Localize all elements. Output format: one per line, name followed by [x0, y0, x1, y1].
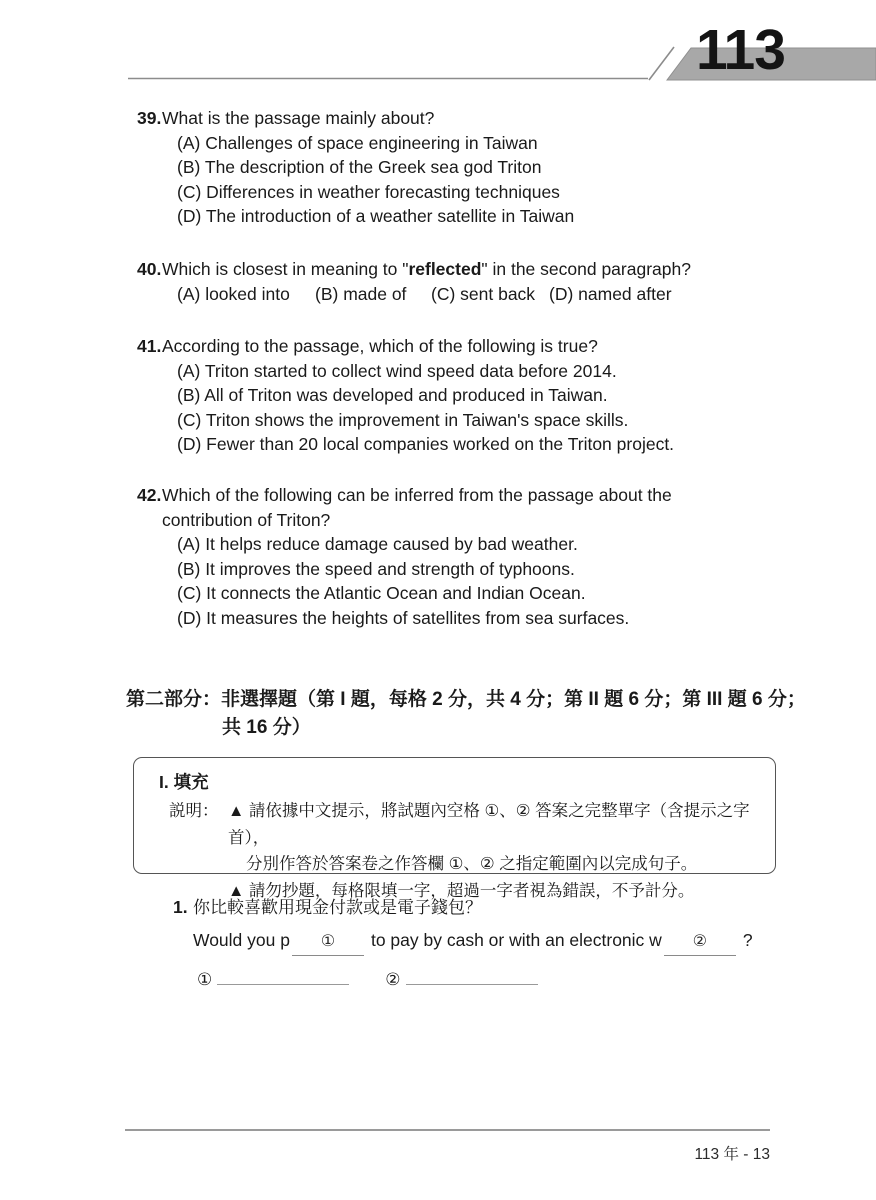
option-b: (B) All of Triton was developed and produced in Taiwan. — [177, 385, 608, 406]
options-list — [177, 131, 574, 229]
instruction — [169, 798, 775, 904]
fill-in-question-1 — [173, 896, 753, 991]
question-number: 40. — [137, 259, 162, 279]
option-d: (D) Fewer than 20 local companies worked on the Triton project. — [177, 434, 675, 455]
blank-2[interactable]: ② — [664, 929, 736, 956]
answer-line-2[interactable] — [406, 969, 538, 985]
question-39 — [137, 106, 574, 229]
option-a: (A) It helps reduce damage caused by bad weather. — [177, 534, 578, 555]
option-c: (C) Triton shows the improvement in Taiwan's space skills. — [177, 409, 629, 430]
sentence-part: ? — [742, 930, 753, 950]
option-d: (D) named after — [549, 283, 672, 304]
question-text: What is the passage mainly about? — [162, 108, 435, 128]
english-sentence — [193, 927, 753, 956]
option-b: (B) The description of the Greek sea god Triton — [177, 157, 542, 178]
option-c: (C) It connects the Atlantic Ocean and Indian Ocean. — [177, 583, 586, 604]
option-a: (A) looked into — [177, 283, 290, 304]
question-40 — [137, 257, 691, 306]
fill-in-section-title: I. 填充 — [159, 772, 209, 792]
question-number: 41. — [137, 336, 162, 356]
fill-in-instruction-box — [133, 757, 776, 900]
sentence-part: Would you p — [193, 930, 290, 950]
footer-rule — [125, 1129, 770, 1131]
instruction-label: 説明： — [169, 802, 219, 820]
options-list — [177, 532, 740, 630]
option-b: (B) It improves the speed and strength of typhoons. — [177, 558, 575, 579]
option-d: (D) The introduction of a weather satellite in Taiwan — [177, 206, 575, 227]
option-a: (A) Triton started to collect wind speed data before 2014. — [177, 360, 617, 381]
option-c: (C) sent back — [431, 283, 536, 304]
question-number: 39. — [137, 108, 162, 128]
answer-label-2: ② — [385, 970, 401, 989]
section-2-heading-line1: 第二部分：非選擇題（第 I 題，每格 2 分，共 4 分；第 II 題 6 分；第 III 題 6 分； — [126, 689, 806, 710]
chinese-prompt: 你比較喜歡用現金付款或是電子錢包？ — [193, 898, 482, 917]
section-2-heading-line2: 共 16 分） — [222, 717, 311, 738]
option-d: (D) It measures the heights of satellites from sea surfaces. — [177, 607, 630, 628]
question-keyword: reflected — [408, 259, 482, 279]
question-number: 1. — [173, 897, 188, 917]
question-text: According to the passage, which of the following is true? — [162, 336, 598, 356]
blank-1[interactable]: ① — [292, 929, 364, 956]
sentence-part: to pay by cash or with an electronic w — [370, 930, 662, 950]
option-c: (C) Differences in weather forecasting techniques — [177, 181, 560, 202]
question-number: 42. — [137, 485, 162, 505]
question-text — [162, 257, 691, 282]
instruction-line: ▲ 請依據中文提示，將試題內空格 ①、② 答案之完整單字（含提示之字首）， — [228, 802, 750, 847]
answer-blanks-row — [197, 968, 753, 991]
year-badge: 113 — [696, 18, 785, 82]
question-42 — [137, 483, 740, 631]
instruction-line: ▲ 請勿抄題，每格限填一字，超過一字者視為錯誤，不予計分。 — [228, 881, 695, 900]
question-text: Which of the following can be inferred from the passage about the contribution of Triton? — [162, 485, 672, 530]
options-row — [177, 282, 691, 307]
instruction-line: 分別作答於答案卷之作答欄 ①、② 之指定範圍內以完成句子。 — [246, 855, 698, 873]
answer-line-1[interactable] — [217, 969, 349, 985]
option-a: (A) Challenges of space engineering in Taiwan — [177, 132, 538, 153]
question-text-prefix: Which is closest in meaning to " — [162, 259, 409, 279]
question-41 — [137, 334, 674, 457]
question-text-suffix: " in the second paragraph? — [481, 259, 691, 279]
section-2-heading — [126, 686, 806, 742]
options-list — [177, 359, 674, 457]
option-b: (B) made of — [315, 283, 407, 304]
page-number: 113 年 - 13 — [694, 1146, 770, 1163]
answer-label-1: ① — [197, 970, 213, 989]
